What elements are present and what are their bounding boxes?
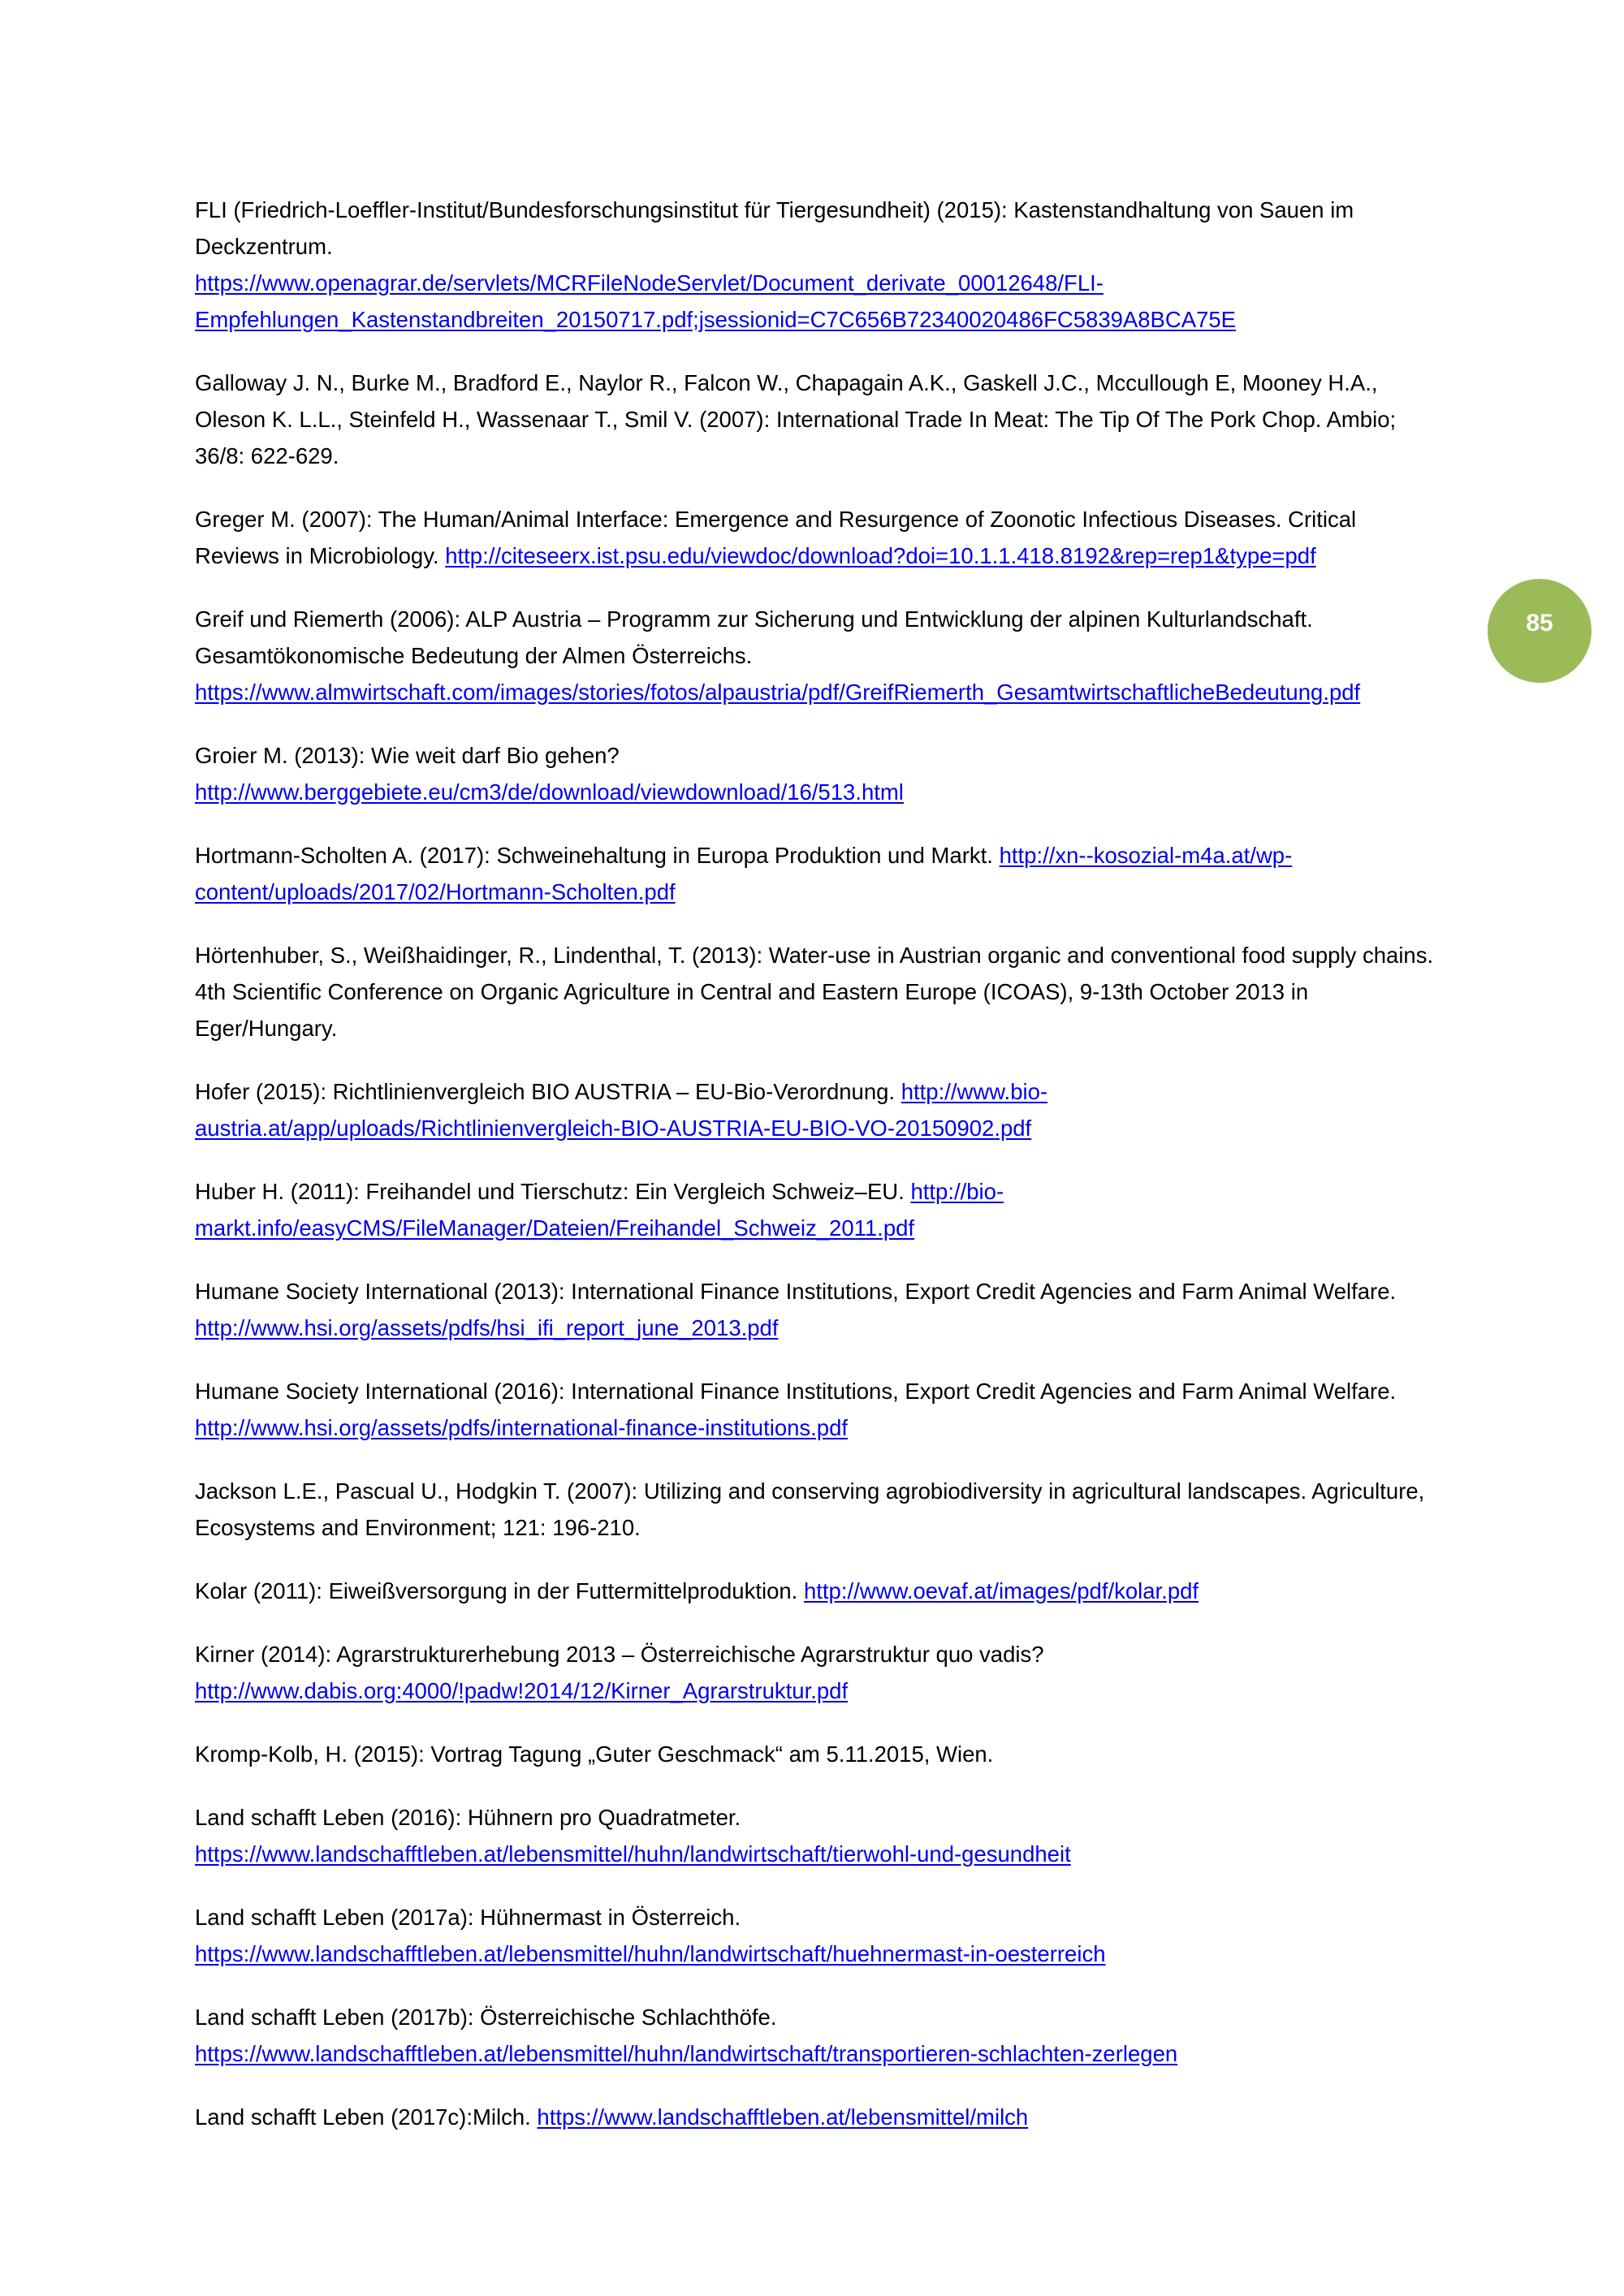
- reference-entry: [195, 1999, 1441, 2072]
- reference-entry: [195, 192, 1441, 338]
- reference-entry: [195, 1173, 1441, 1246]
- reference-link[interactable]: http://bio-markt.info/easyCMS/FileManager/Dateien/Freihandel_Schweiz_2011.pdf: [195, 1179, 1004, 1241]
- reference-link[interactable]: http://www.hsi.org/assets/pdfs/international-finance-institutions.pdf: [195, 1415, 849, 1440]
- reference-entry: [195, 1573, 1441, 1609]
- reference-text: Jackson L.E., Pascual U., Hodgkin T. (2007): Utilizing and conserving agrobiodiversity in agricultural landscapes. Agriculture, Ecosystems and Environment; 121: 196-210.: [195, 1478, 1425, 1540]
- reference-entry: [195, 365, 1441, 474]
- reference-entry: [195, 1473, 1441, 1546]
- reference-text: Land schafft Leben (2017b): Österreichische Schlachthöfe.: [195, 2005, 777, 2030]
- reference-entry: [195, 1273, 1441, 1346]
- reference-entry: [195, 601, 1441, 710]
- reference-text: Huber H. (2011): Freihandel und Tierschutz: Ein Vergleich Schweiz–EU.: [195, 1179, 905, 1204]
- reference-text: Groier M. (2013): Wie weit darf Bio gehen?: [195, 743, 620, 768]
- reference-text: Kirner (2014): Agrarstrukturerhebung 2013 – Österreichische Agrarstruktur quo vadis?: [195, 1642, 1044, 1667]
- reference-text: Kolar (2011): Eiweißversorgung in der Futtermittelproduktion.: [195, 1578, 798, 1603]
- reference-entry: [195, 1636, 1441, 1709]
- reference-text: Greger M. (2007): The Human/Animal Interface: Emergence and Resurgence of Zoonotic Infectious Diseases. Critical Reviews in Microbiology.: [195, 507, 1357, 568]
- reference-link[interactable]: https://www.landschafftleben.at/lebensmittel/huhn/landwirtschaft/transportieren-schlachten-zerlegen: [195, 2041, 1178, 2066]
- reference-text: Land schafft Leben (2017a): Hühnermast in Österreich.: [195, 1905, 741, 1930]
- reference-entry: [195, 837, 1441, 910]
- reference-link[interactable]: http://xn--kosozial-m4a.at/wp-content/uploads/2017/02/Hortmann-Scholten.pdf: [195, 843, 1293, 904]
- reference-entry: [195, 1373, 1441, 1446]
- reference-text: Galloway J. N., Burke M., Bradford E., Naylor R., Falcon W., Chapagain A.K., Gaskell J.C., Mccullough E, Mooney H.A., Oleson K. L.L., Steinfeld H., Wassenaar T., Smil V. (2007): International Trade In Meat: The Tip Of The Pork Chop. Ambio; 36/8: 622-629.: [195, 370, 1397, 468]
- page-number-badge: [1488, 579, 1592, 683]
- reference-link[interactable]: http://www.berggebiete.eu/cm3/de/download/viewdownload/16/513.html: [195, 779, 904, 805]
- reference-entry: [195, 501, 1441, 574]
- reference-link[interactable]: https://www.openagrar.de/servlets/MCRFileNodeServlet/Document_derivate_00012648/FLI-Empfehlungen_Kastenstandbreiten_20150717.pdf;jsessionid=C7C656B72340020486FC5839A8BCA75E: [195, 270, 1237, 332]
- reference-entry: [195, 937, 1441, 1047]
- reference-link[interactable]: http://www.hsi.org/assets/pdfs/hsi_ifi_report_june_2013.pdf: [195, 1315, 779, 1340]
- reference-entry: [195, 737, 1441, 810]
- reference-text: Humane Society International (2016): International Finance Institutions, Export Credit Agencies and Farm Animal Welfare.: [195, 1379, 1397, 1404]
- reference-text: Land schafft Leben (2017c):Milch.: [195, 2104, 531, 2130]
- reference-link[interactable]: http://citeseerx.ist.psu.edu/viewdoc/download?doi=10.1.1.418.8192&rep=rep1&type=pdf: [445, 543, 1316, 568]
- reference-text: FLI (Friedrich-Loeffler-Institut/Bundesforschungsinstitut für Tiergesundheit) (2015): Kastenstandhaltung von Sauen im Deckzentrum.: [195, 197, 1354, 259]
- reference-link[interactable]: http://www.oevaf.at/images/pdf/kolar.pdf: [803, 1578, 1199, 1603]
- reference-link[interactable]: https://www.almwirtschaft.com/images/stories/fotos/alpaustria/pdf/GreifRiemerth_GesamtwirtschaftlicheBedeutung.pdf: [195, 680, 1361, 705]
- reference-text: Hörtenhuber, S., Weißhaidinger, R., Lindenthal, T. (2013): Water-use in Austrian organic and conventional food supply chains. 4th Scientific Conference on Organic Agriculture in Central and Eastern Europe (ICOAS), 9-13th October 2013 in Eger/Hungary.: [195, 943, 1434, 1041]
- reference-link[interactable]: https://www.landschafftleben.at/lebensmittel/milch: [537, 2104, 1029, 2130]
- page-number: 85: [1526, 610, 1553, 637]
- reference-text: Humane Society International (2013): International Finance Institutions, Export Credit Agencies and Farm Animal Welfare.: [195, 1279, 1397, 1304]
- reference-text: Hortmann-Scholten A. (2017): Schweinehaltung in Europa Produktion und Markt.: [195, 843, 993, 868]
- reference-entry: [195, 1799, 1441, 1872]
- reference-text: Kromp-Kolb, H. (2015): Vortrag Tagung „Guter Geschmack“ am 5.11.2015, Wien.: [195, 1741, 994, 1767]
- reference-link[interactable]: https://www.landschafftleben.at/lebensmittel/huhn/landwirtschaft/huehnermast-in-oesterreich: [195, 1941, 1106, 1966]
- reference-link[interactable]: http://www.dabis.org:4000/!padw!2014/12/Kirner_Agrarstruktur.pdf: [195, 1678, 849, 1703]
- reference-list: [195, 192, 1441, 2162]
- reference-entry: [195, 1899, 1441, 1972]
- reference-link[interactable]: https://www.landschafftleben.at/lebensmittel/huhn/landwirtschaft/tierwohl-und-gesundheit: [195, 1841, 1071, 1867]
- reference-link[interactable]: http://www.bio-austria.at/app/uploads/Richtlinienvergleich-BIO-AUSTRIA-EU-BIO-VO-20150902.pdf: [195, 1079, 1048, 1141]
- reference-entry: [195, 1736, 1441, 1772]
- reference-text: Hofer (2015): Richtlinienvergleich BIO AUSTRIA – EU-Bio-Verordnung.: [195, 1079, 896, 1104]
- reference-entry: [195, 2099, 1441, 2135]
- reference-entry: [195, 1073, 1441, 1146]
- reference-text: Greif und Riemerth (2006): ALP Austria – Programm zur Sicherung und Entwicklung der alpinen Kulturlandschaft. Gesamtökonomische Bedeutung der Almen Österreichs.: [195, 606, 1313, 668]
- reference-text: Land schafft Leben (2016): Hühnern pro Quadratmeter.: [195, 1805, 741, 1830]
